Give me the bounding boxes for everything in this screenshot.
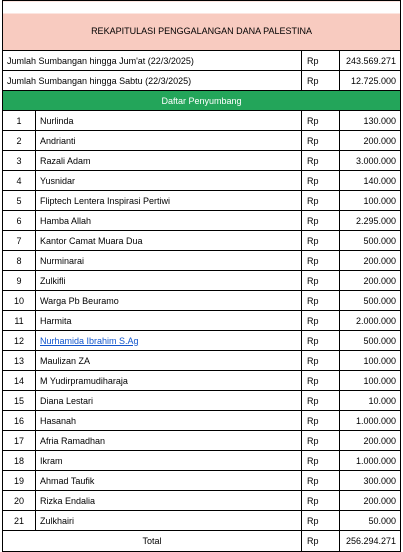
donor-number: 13 xyxy=(13,355,24,366)
summary-amount-cell[interactable] xyxy=(340,51,401,71)
donor-currency: Rp xyxy=(307,335,319,346)
donor-amount: 200.000 xyxy=(363,435,397,446)
table-row xyxy=(3,331,401,351)
donor-currency-cell[interactable] xyxy=(302,411,340,431)
donor-name-cell[interactable] xyxy=(36,471,302,491)
donor-name: M Yudirpramudiharaja xyxy=(40,375,128,386)
donor-currency: Rp xyxy=(307,115,319,126)
donor-amount: 2.000.000 xyxy=(355,315,397,326)
donor-currency: Rp xyxy=(307,415,319,426)
donor-number-cell[interactable] xyxy=(3,451,36,471)
donor-name: Afria Ramadhan xyxy=(40,435,106,446)
donor-name: Ikram xyxy=(40,455,63,466)
donor-currency-cell[interactable] xyxy=(302,311,340,331)
donor-currency-cell[interactable] xyxy=(302,251,340,271)
donor-number: 14 xyxy=(13,375,24,386)
donor-currency-cell[interactable] xyxy=(302,451,340,471)
donor-number-cell[interactable] xyxy=(3,411,36,431)
donor-number-cell[interactable] xyxy=(3,331,36,351)
donor-amount-cell[interactable] xyxy=(340,511,401,531)
donor-name: Ahmad Taufik xyxy=(40,475,95,486)
donor-currency: Rp xyxy=(307,355,319,366)
donor-name: Yusnidar xyxy=(40,175,76,186)
donor-name: Zulkhairi xyxy=(40,515,75,526)
donor-number: 1 xyxy=(16,115,22,126)
donor-number: 4 xyxy=(16,175,22,186)
donor-name: Hamba Allah xyxy=(40,215,92,226)
total-label: Total xyxy=(142,536,162,546)
title-row xyxy=(3,1,401,51)
donor-name-cell[interactable] xyxy=(36,211,302,231)
donor-name-cell[interactable] xyxy=(36,151,302,171)
donor-amount-cell[interactable] xyxy=(340,271,401,291)
donor-amount-cell[interactable] xyxy=(340,391,401,411)
donor-name-cell[interactable] xyxy=(36,391,302,411)
donor-number-cell[interactable] xyxy=(3,391,36,411)
donor-amount: 3.000.000 xyxy=(355,155,397,166)
table-row xyxy=(3,271,401,291)
donor-currency-cell[interactable] xyxy=(302,371,340,391)
donor-number: 9 xyxy=(16,275,22,286)
summary-currency-cell[interactable] xyxy=(302,71,340,91)
donor-name-cell[interactable] xyxy=(36,251,302,271)
donor-currency: Rp xyxy=(307,155,319,166)
donor-amount-cell[interactable] xyxy=(340,311,401,331)
donor-name: Razali Adam xyxy=(40,155,91,166)
donor-name-cell[interactable] xyxy=(36,191,302,211)
donor-number-cell[interactable] xyxy=(3,491,36,511)
donor-currency-cell[interactable] xyxy=(302,511,340,531)
donor-number-cell[interactable] xyxy=(3,131,36,151)
donor-name: Nurlinda xyxy=(40,115,74,126)
donor-name: Zulkifli xyxy=(40,275,66,286)
donor-amount-cell[interactable] xyxy=(340,431,401,451)
table-row xyxy=(3,291,401,311)
donor-amount: 1.000.000 xyxy=(355,415,397,426)
donor-amount-cell[interactable] xyxy=(340,451,401,471)
summary-currency: Rp xyxy=(307,55,319,66)
sheet-title: REKAPITULASI PENGGALANGAN DANA PALESTINA xyxy=(91,25,312,36)
donor-name[interactable]: Nurhamida Ibrahim S.Ag xyxy=(40,335,139,346)
donor-number: 10 xyxy=(13,295,24,306)
summary-currency: Rp xyxy=(307,75,319,86)
donor-amount-cell[interactable] xyxy=(340,191,401,211)
sheet-title-cell[interactable] xyxy=(3,1,401,51)
donor-amount-cell[interactable] xyxy=(340,171,401,191)
donor-currency: Rp xyxy=(307,175,319,186)
donor-currency: Rp xyxy=(307,275,319,286)
donor-list-header: Daftar Penyumbang xyxy=(161,95,242,106)
table-row xyxy=(3,191,401,211)
donor-name: Warga Pb Beuramo xyxy=(40,295,119,306)
donor-number: 20 xyxy=(13,495,24,506)
donor-amount: 300.000 xyxy=(363,475,397,486)
donor-amount-cell[interactable] xyxy=(340,371,401,391)
donor-name-cell[interactable] xyxy=(36,111,302,131)
donor-number-cell[interactable] xyxy=(3,311,36,331)
donor-currency: Rp xyxy=(307,135,319,146)
donor-amount-cell[interactable] xyxy=(340,131,401,151)
donor-currency-cell[interactable] xyxy=(302,471,340,491)
donor-name-cell[interactable] xyxy=(36,171,302,191)
donor-name-cell[interactable] xyxy=(36,331,302,351)
donor-currency-cell[interactable] xyxy=(302,491,340,511)
donor-amount-cell[interactable] xyxy=(340,411,401,431)
donor-amount: 1.000.000 xyxy=(355,455,397,466)
summary-currency-cell[interactable] xyxy=(302,51,340,71)
donor-amount-cell[interactable] xyxy=(340,291,401,311)
donor-name-cell[interactable] xyxy=(36,371,302,391)
donor-name: Fliptech Lentera Inspirasi Pertiwi xyxy=(40,195,171,206)
donor-amount: 200.000 xyxy=(363,255,397,266)
donor-name: Andrianti xyxy=(40,135,76,146)
donor-number-cell[interactable] xyxy=(3,211,36,231)
donor-currency: Rp xyxy=(307,495,319,506)
donor-currency-cell[interactable] xyxy=(302,191,340,211)
donor-number-cell[interactable] xyxy=(3,191,36,211)
donor-currency-cell[interactable] xyxy=(302,111,340,131)
donor-name-cell[interactable] xyxy=(36,411,302,431)
summary-amount-cell[interactable] xyxy=(340,71,401,91)
donor-number: 15 xyxy=(13,395,24,406)
donor-list-header-cell[interactable] xyxy=(3,91,401,111)
table-row xyxy=(3,371,401,391)
table-row xyxy=(3,111,401,131)
table-row xyxy=(3,231,401,251)
donor-currency: Rp xyxy=(307,435,319,446)
donor-currency-cell[interactable] xyxy=(302,231,340,251)
donor-amount: 200.000 xyxy=(363,275,397,286)
donor-currency-cell[interactable] xyxy=(302,431,340,451)
donor-number-cell[interactable] xyxy=(3,431,36,451)
donor-number: 11 xyxy=(14,315,24,326)
donor-number: 5 xyxy=(16,195,22,206)
total-amount: 256.294.271 xyxy=(345,536,397,546)
donor-amount-cell[interactable] xyxy=(340,251,401,271)
donor-currency-cell[interactable] xyxy=(302,351,340,371)
table-row xyxy=(3,511,401,531)
table-row xyxy=(3,251,401,271)
table-row xyxy=(3,491,401,511)
donor-amount-cell[interactable] xyxy=(340,471,401,491)
donor-name: Diana Lestari xyxy=(40,395,94,406)
table-row xyxy=(3,131,401,151)
donor-currency: Rp xyxy=(307,235,319,246)
donor-number: 16 xyxy=(13,415,24,426)
donor-amount: 500.000 xyxy=(363,295,397,306)
total-row xyxy=(3,531,401,552)
donor-currency-cell[interactable] xyxy=(302,151,340,171)
donor-amount: 200.000 xyxy=(363,495,397,506)
donor-number: 19 xyxy=(13,475,24,486)
donation-recap-sheet xyxy=(2,0,400,546)
donation-table xyxy=(2,0,401,552)
donor-currency: Rp xyxy=(307,475,319,486)
donor-amount: 100.000 xyxy=(363,195,397,206)
donor-number: 17 xyxy=(13,435,24,446)
donor-amount: 10.000 xyxy=(368,395,397,406)
donor-name-cell[interactable] xyxy=(36,131,302,151)
donor-currency: Rp xyxy=(307,315,319,326)
donor-number: 18 xyxy=(13,455,24,466)
summary-amount: 12.725.000 xyxy=(350,75,397,86)
donor-amount: 50.000 xyxy=(368,515,397,526)
donor-number-cell[interactable] xyxy=(3,111,36,131)
donor-currency: Rp xyxy=(307,515,319,526)
summary-label-cell[interactable] xyxy=(3,71,302,91)
donor-number-cell[interactable] xyxy=(3,291,36,311)
table-row xyxy=(3,471,401,491)
donor-name: Kantor Camat Muara Dua xyxy=(40,235,143,246)
table-row xyxy=(3,311,401,331)
donor-name-cell[interactable] xyxy=(36,351,302,371)
donor-amount-cell[interactable] xyxy=(340,231,401,251)
donor-name-cell[interactable] xyxy=(36,511,302,531)
table-row xyxy=(3,351,401,371)
donor-amount: 100.000 xyxy=(363,375,397,386)
donor-currency-cell[interactable] xyxy=(302,171,340,191)
donor-number-cell[interactable] xyxy=(3,471,36,491)
table-row xyxy=(3,451,401,471)
donor-amount: 100.000 xyxy=(363,355,397,366)
donor-number: 12 xyxy=(13,335,24,346)
donor-currency-cell[interactable] xyxy=(302,331,340,351)
donor-list-header-row xyxy=(3,91,401,111)
donor-number: 6 xyxy=(16,215,22,226)
donor-name-cell[interactable] xyxy=(36,291,302,311)
table-row xyxy=(3,391,401,411)
donor-number: 3 xyxy=(16,155,22,166)
donor-name-cell[interactable] xyxy=(36,491,302,511)
donor-name: Hasanah xyxy=(40,415,77,426)
donor-name: Nurminarai xyxy=(40,255,85,266)
donor-number: 8 xyxy=(16,255,22,266)
donor-amount-cell[interactable] xyxy=(340,491,401,511)
donor-number-cell[interactable] xyxy=(3,171,36,191)
table-row xyxy=(3,171,401,191)
donor-name-cell[interactable] xyxy=(36,431,302,451)
donor-number-cell[interactable] xyxy=(3,371,36,391)
summary-label: Jumlah Sumbangan hingga Jum'at (22/3/2025) xyxy=(7,55,194,66)
donor-number: 2 xyxy=(16,135,22,146)
donor-amount-cell[interactable] xyxy=(340,111,401,131)
table-row xyxy=(3,211,401,231)
donor-currency: Rp xyxy=(307,295,319,306)
summary-amount: 243.569.271 xyxy=(345,55,397,66)
donor-currency: Rp xyxy=(307,455,319,466)
donor-name-cell[interactable] xyxy=(36,451,302,471)
donor-amount-cell[interactable] xyxy=(340,351,401,371)
donor-name: Maulizan ZA xyxy=(40,355,91,366)
donor-number-cell[interactable] xyxy=(3,231,36,251)
table-row xyxy=(3,431,401,451)
donor-currency: Rp xyxy=(307,255,319,266)
donor-name: Rizka Endalia xyxy=(40,495,96,506)
donor-currency: Rp xyxy=(307,215,319,226)
summary-label: Jumlah Sumbangan hingga Sabtu (22/3/2025) xyxy=(7,75,192,86)
donor-amount: 500.000 xyxy=(363,235,397,246)
total-currency-cell[interactable] xyxy=(302,531,340,552)
donor-name-cell[interactable] xyxy=(36,231,302,251)
total-amount-cell[interactable] xyxy=(340,531,401,552)
table-row xyxy=(3,151,401,171)
donor-name-cell[interactable] xyxy=(36,311,302,331)
donor-name-cell[interactable] xyxy=(36,271,302,291)
donor-currency: Rp xyxy=(307,195,319,206)
donor-number-cell[interactable] xyxy=(3,351,36,371)
summary-row-saturday xyxy=(3,71,401,91)
total-label-cell[interactable] xyxy=(3,531,302,552)
donor-currency: Rp xyxy=(307,375,319,386)
donor-number: 7 xyxy=(16,235,22,246)
donor-number-cell[interactable] xyxy=(3,271,36,291)
summary-row-friday xyxy=(3,51,401,71)
donor-amount: 130.000 xyxy=(363,115,397,126)
donor-currency-cell[interactable] xyxy=(302,391,340,411)
donor-amount-cell[interactable] xyxy=(340,151,401,171)
donor-currency-cell[interactable] xyxy=(302,291,340,311)
donor-currency-cell[interactable] xyxy=(302,271,340,291)
donor-amount: 500.000 xyxy=(363,335,397,346)
donor-number-cell[interactable] xyxy=(3,251,36,271)
donor-currency-cell[interactable] xyxy=(302,211,340,231)
total-currency: Rp xyxy=(307,536,319,546)
donor-number: 21 xyxy=(13,515,24,526)
table-row xyxy=(3,411,401,431)
donor-amount-cell[interactable] xyxy=(340,211,401,231)
summary-label-cell[interactable] xyxy=(3,51,302,71)
donor-amount: 140.000 xyxy=(363,175,397,186)
donor-name: Harmita xyxy=(40,315,72,326)
donor-number-cell[interactable] xyxy=(3,511,36,531)
donor-currency: Rp xyxy=(307,395,319,406)
donor-number-cell[interactable] xyxy=(3,151,36,171)
donor-currency-cell[interactable] xyxy=(302,131,340,151)
donor-amount: 200.000 xyxy=(363,135,397,146)
donor-amount: 2.295.000 xyxy=(355,215,397,226)
donor-amount-cell[interactable] xyxy=(340,331,401,351)
